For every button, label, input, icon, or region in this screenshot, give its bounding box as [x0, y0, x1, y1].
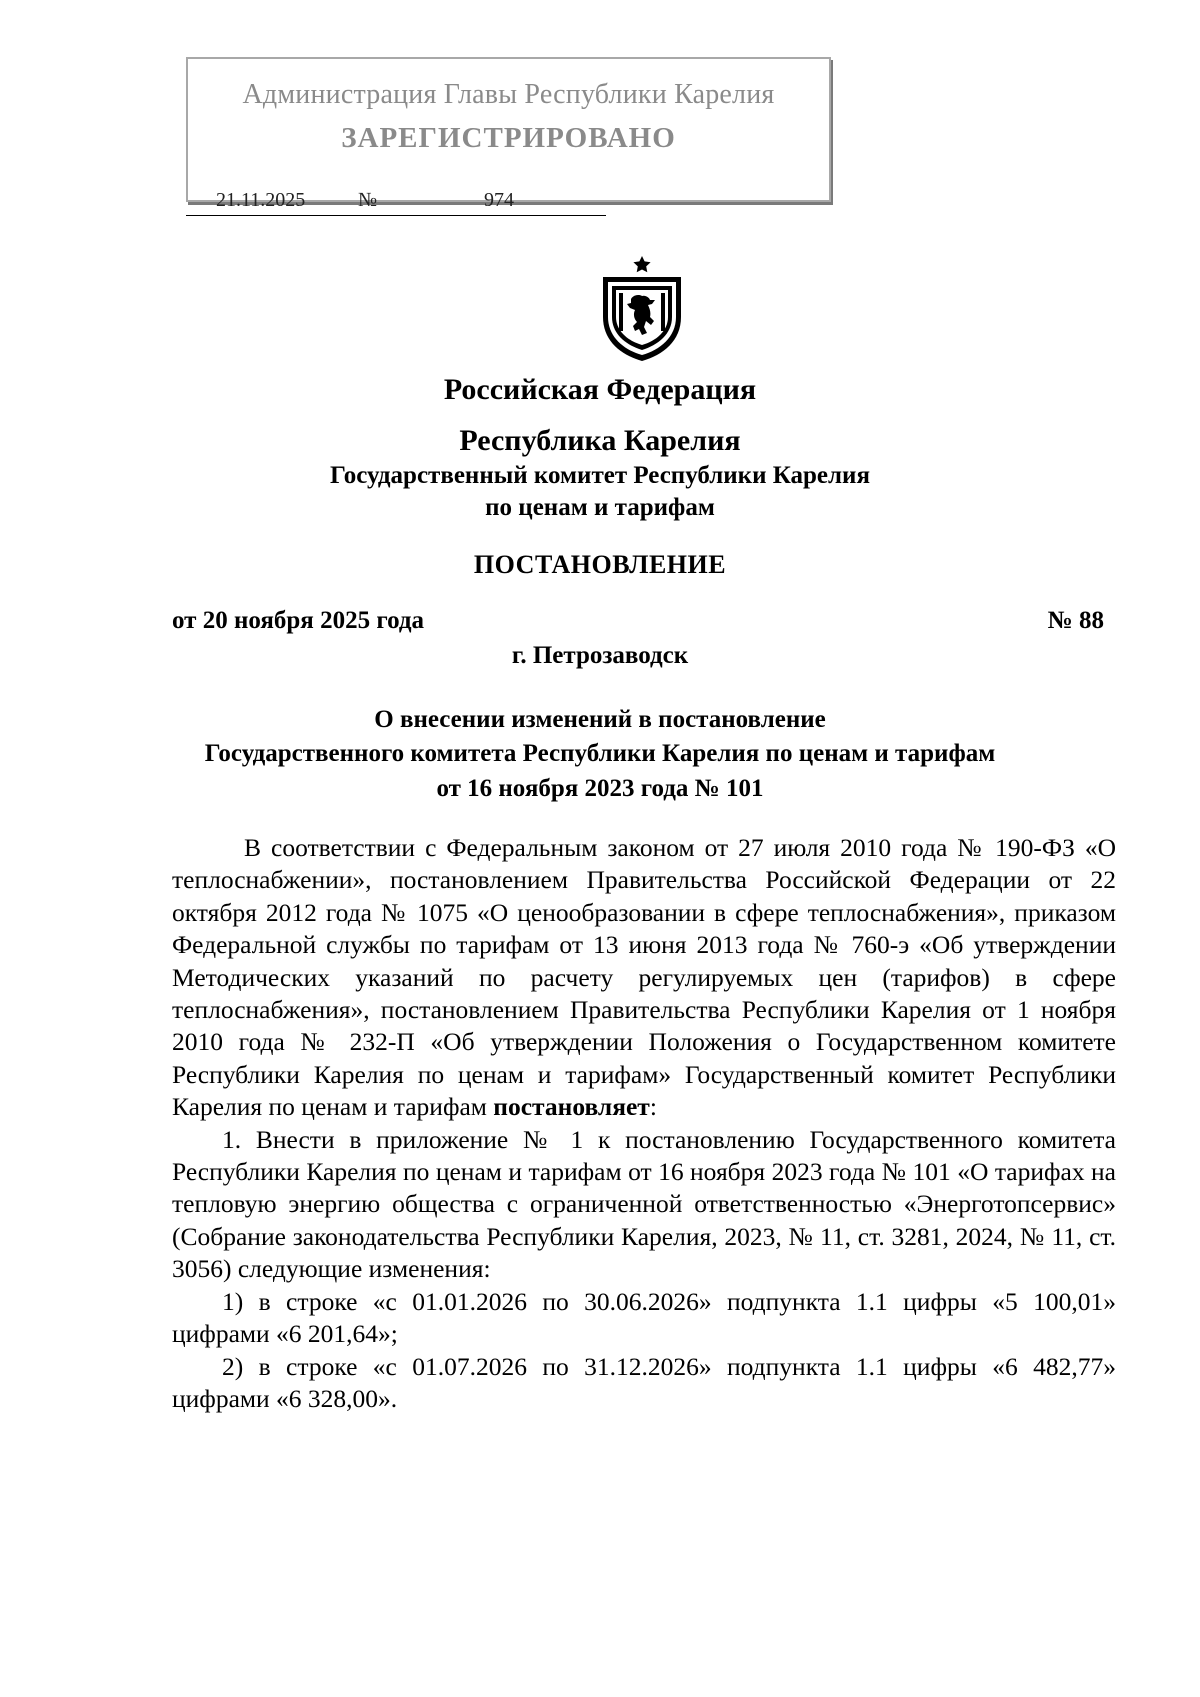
- stamp-organization: Администрация Главы Республики Карелия: [242, 79, 775, 110]
- country-heading: Российская Федерация: [443, 373, 757, 406]
- stamp-number-sign: №: [358, 189, 378, 211]
- karelia-coat-of-arms-icon: [597, 255, 687, 363]
- registration-stamp: [186, 57, 831, 202]
- preamble-text: В соответствии с Федеральным законом от 27 июля 2010 года № 190-ФЗ «О теплоснабжении», постановлением Правительства Российской Федерации от 22 октября 2012 года № 1075 «О ценообразовании в сфере теплоснабжения», приказом Федеральной службы по тарифам от 13 июня 2013 года № 760-э «Об утверждении Методических указаний по расчету регулируемых цен (тарифов) в сфере теплоснабжения», постановлением Правительства Республики Карелия от 1 ноября 2010 года № 232-П «Об утверждении Положения о Государственном комитете Республики Карелия по ценам и тарифам» Государственный комитет Республики Карелия по ценам и тарифам: [172, 833, 1116, 1122]
- document-title-line2: Государственного комитета Республики Карелия по ценам и тарифам: [204, 740, 996, 767]
- document-title-line1: О внесении изменений в постановление: [374, 706, 826, 733]
- resolves-word: постановляет: [493, 1092, 650, 1122]
- republic-heading: Республика Карелия: [459, 424, 741, 457]
- committee-heading-line1: Государственный комитет Республики Карелия: [330, 462, 870, 489]
- stamp-number: 974: [484, 189, 514, 211]
- document-city: г. Петрозаводск: [511, 642, 689, 669]
- document-type: ПОСТАНОВЛЕНИЕ: [473, 550, 727, 579]
- resolves-colon: :: [649, 1092, 657, 1122]
- stamp-status: ЗАРЕГИСТРИРОВАНО: [341, 122, 676, 154]
- committee-heading-line2: по ценам и тарифам: [485, 494, 715, 521]
- item-1-paragraph: 1. Внести в приложение № 1 к постановлению Государственного комитета Республики Карелия по ценам и тарифам от 16 ноября 2023 года № 101 «О тарифах на тепловую энергию общества с ограниченной ответственностью «Энерготопсервис» (Собрание законодательства Республики Карелия, 2023, № 11, ст. 3281, 2024, № 11, ст. 3056) следующие изменения:: [172, 1124, 1116, 1284]
- document-date: от 20 ноября 2025 года: [172, 607, 424, 634]
- item-1-2-paragraph: 2) в строке «с 01.07.2026 по 31.12.2026» подпункта 1.1 цифры «6 482,77» цифрами «6 328,00».: [172, 1351, 1116, 1413]
- document-number: № 88: [1047, 607, 1104, 634]
- item-1-1-paragraph: 1) в строке «с 01.01.2026 по 30.06.2026» подпункта 1.1 цифры «5 100,01» цифрами «6 201,64»;: [172, 1286, 1116, 1349]
- preamble-paragraph: [172, 832, 1116, 1124]
- stamp-date: 21.11.2025: [216, 189, 306, 211]
- document-body: [172, 832, 1116, 1415]
- document-title-line3: от 16 ноября 2023 года № 101: [436, 775, 764, 802]
- stamp-registration-line: [186, 189, 606, 216]
